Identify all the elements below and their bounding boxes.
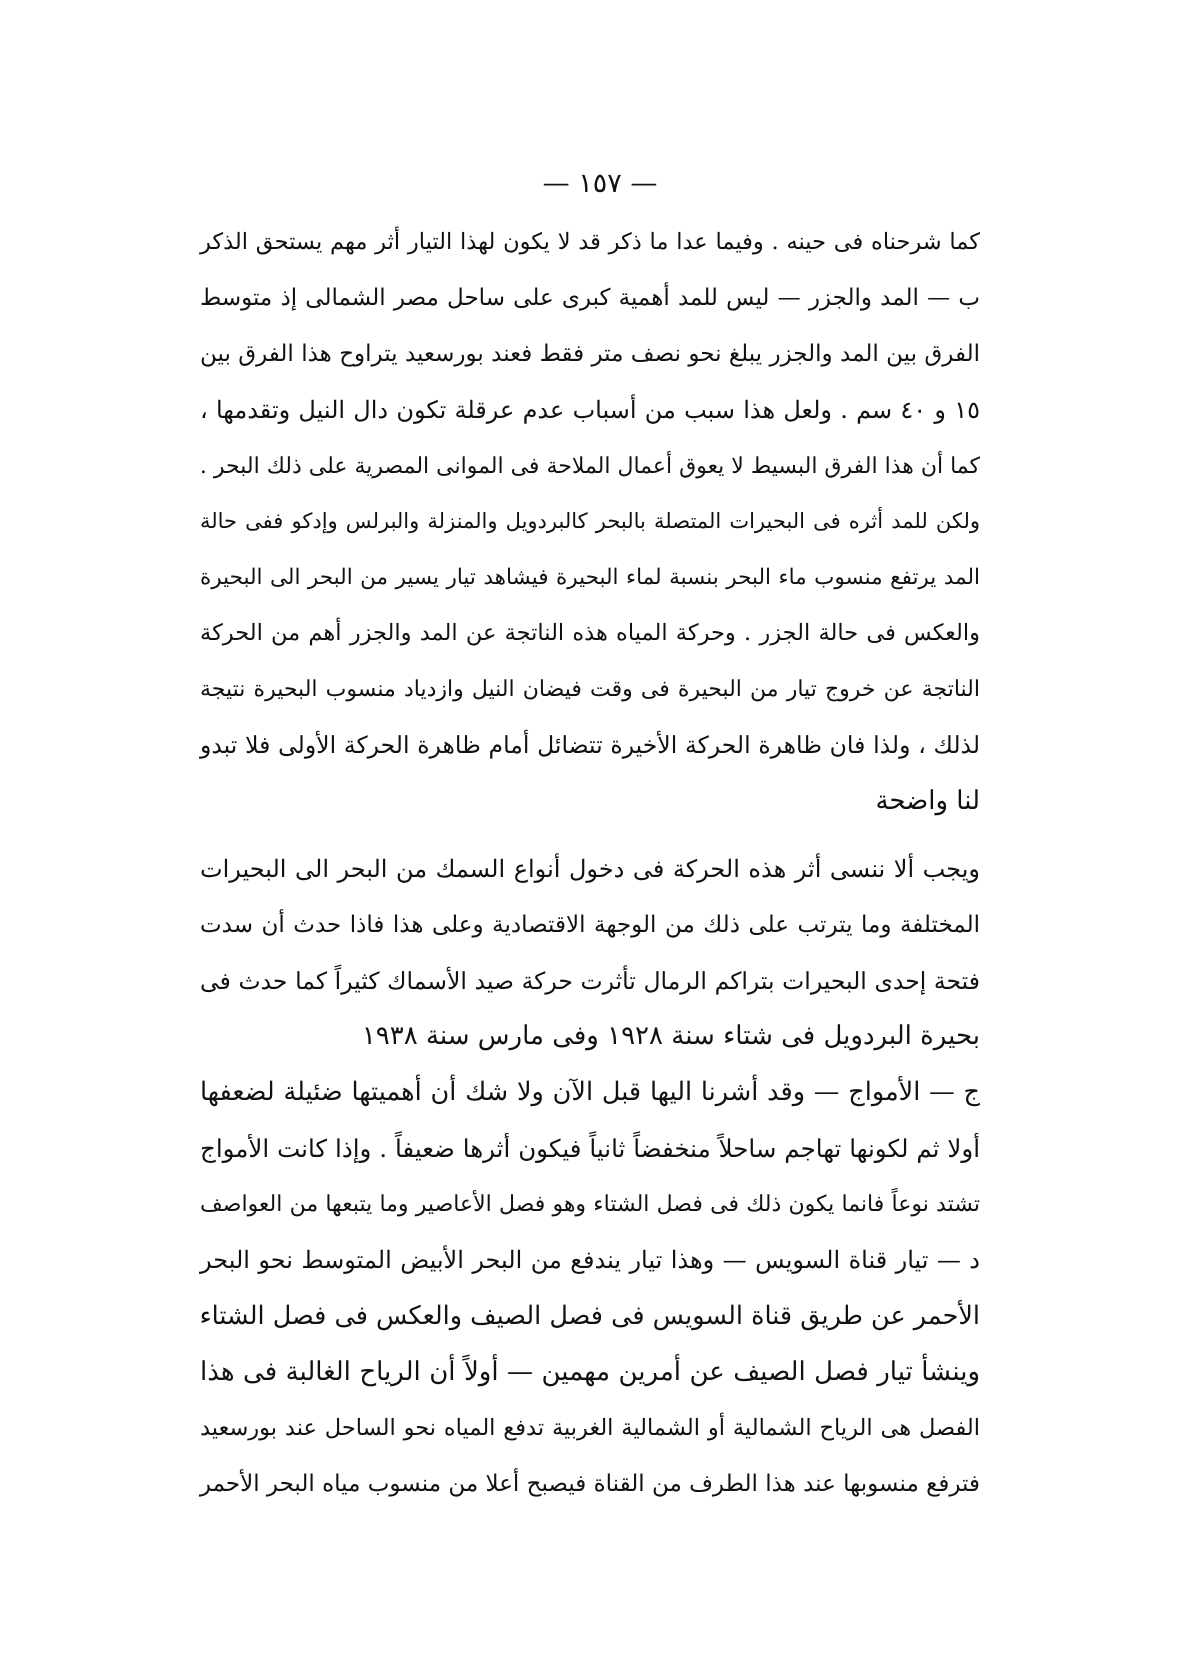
text-line: لذلك ، ولذا فان ظاهرة الحركة الأخيرة تتضائل أمام ظاهرة الحركة الأولى فلا تبدو [200, 731, 981, 760]
text-line: المختلفة وما يترتب على ذلك من الوجهة الاقتصادية وعلى هذا فاذا حدث أن سدت [200, 911, 980, 938]
paragraph-gap [200, 830, 980, 842]
page-number: — ١٥٧ — [542, 168, 658, 199]
text-line: بحيرة البردويل فى شتاء سنة ١٩٢٨ وفى مارس سنة ١٩٣٨ [361, 1021, 980, 1052]
text-line: لنا واضحة [875, 785, 980, 816]
text-line: ج — الأمواج — وقد أشرنا اليها قبل الآن ولا شك أن أهميتها ضئيلة لضعفها [200, 1077, 980, 1108]
text-line: ويجب ألا ننسى أثر هذه الحركة فى دخول أنواع السمك من البحر الى البحيرات [200, 854, 980, 883]
text-line: ولكن للمد أثره فى البحيرات المتصلة بالبحر كالبردويل والمنزلة والبرلس وإدكو ففى حالة [200, 509, 980, 534]
text-line: د — تيار قناة السويس — وهذا تيار يندفع من البحر الأبيض المتوسط نحو البحر [200, 1246, 980, 1275]
text-line: فترفع منسوبها عند هذا الطرف من القناة فيصبح أعلا من منسوب مياه البحر الأحمر [199, 1470, 980, 1497]
text-line: كما شرحناه فى حينه . وفيما عدا ما ذكر قد لا يكون لهذا التيار أثر مهم يستحق الذكر [200, 229, 980, 255]
text-line: الناتجة عن خروج تيار من البحيرة فى وقت فيضان النيل وازدياد منسوب البحيرة نتيجة [200, 677, 980, 703]
text-line: ب — المد والجزر — ليس للمد أهمية كبرى على ساحل مصر الشمالى إذ متوسط [200, 284, 980, 311]
text-line: تشتد نوعاً فانما يكون ذلك فى فصل الشتاء وهو فصل الأعاصير وما يتبعها من العواصف [200, 1192, 980, 1218]
text-line: ١٥ و ٤٠ سم . ولعل هذا سبب من أسباب عدم عرقلة تكون دال النيل وتقدمها ، [200, 395, 980, 424]
text-line: الفرق بين المد والجزر يبلغ نحو نصف متر فقط فعند بورسعيد يتراوح هذا الفرق بين [200, 340, 980, 367]
text-line: كما أن هذا الفرق البسيط لا يعوق أعمال الملاحة فى الموانى المصرية على ذلك البحر . [199, 453, 980, 479]
text-line: المد يرتفع منسوب ماء البحر بنسبة لماء البحيرة فيشاهد تيار يسير من البحر الى البحيرة [200, 565, 980, 591]
text-line: وينشأ تيار فصل الصيف عن أمرين مهمين — أولاً أن الرياح الغالبة فى هذا [200, 1356, 980, 1387]
text-line: والعكس فى حالة الجزر . وحركة المياه هذه الناتجة عن المد والجزر أهم من الحركة [200, 620, 980, 647]
text-line: الأحمر عن طريق قناة السويس فى فصل الصيف والعكس فى فصل الشتاء [199, 1300, 980, 1331]
body-text [200, 215, 980, 1512]
text-line: أولا ثم لكونها تهاجم ساحلاً منخفضاً ثانياً فيكون أثرها ضعيفاً . وإذا كانت الأمواج [200, 1134, 980, 1164]
text-line: الفصل هى الرياح الشمالية أو الشمالية الغربية تدفع المياه نحو الساحل عند بورسعيد [200, 1414, 980, 1441]
text-line: فتحة إحدى البحيرات بتراكم الرمال تأثرت حركة صيد الأسماك كثيراً كما حدث فى [200, 966, 980, 995]
